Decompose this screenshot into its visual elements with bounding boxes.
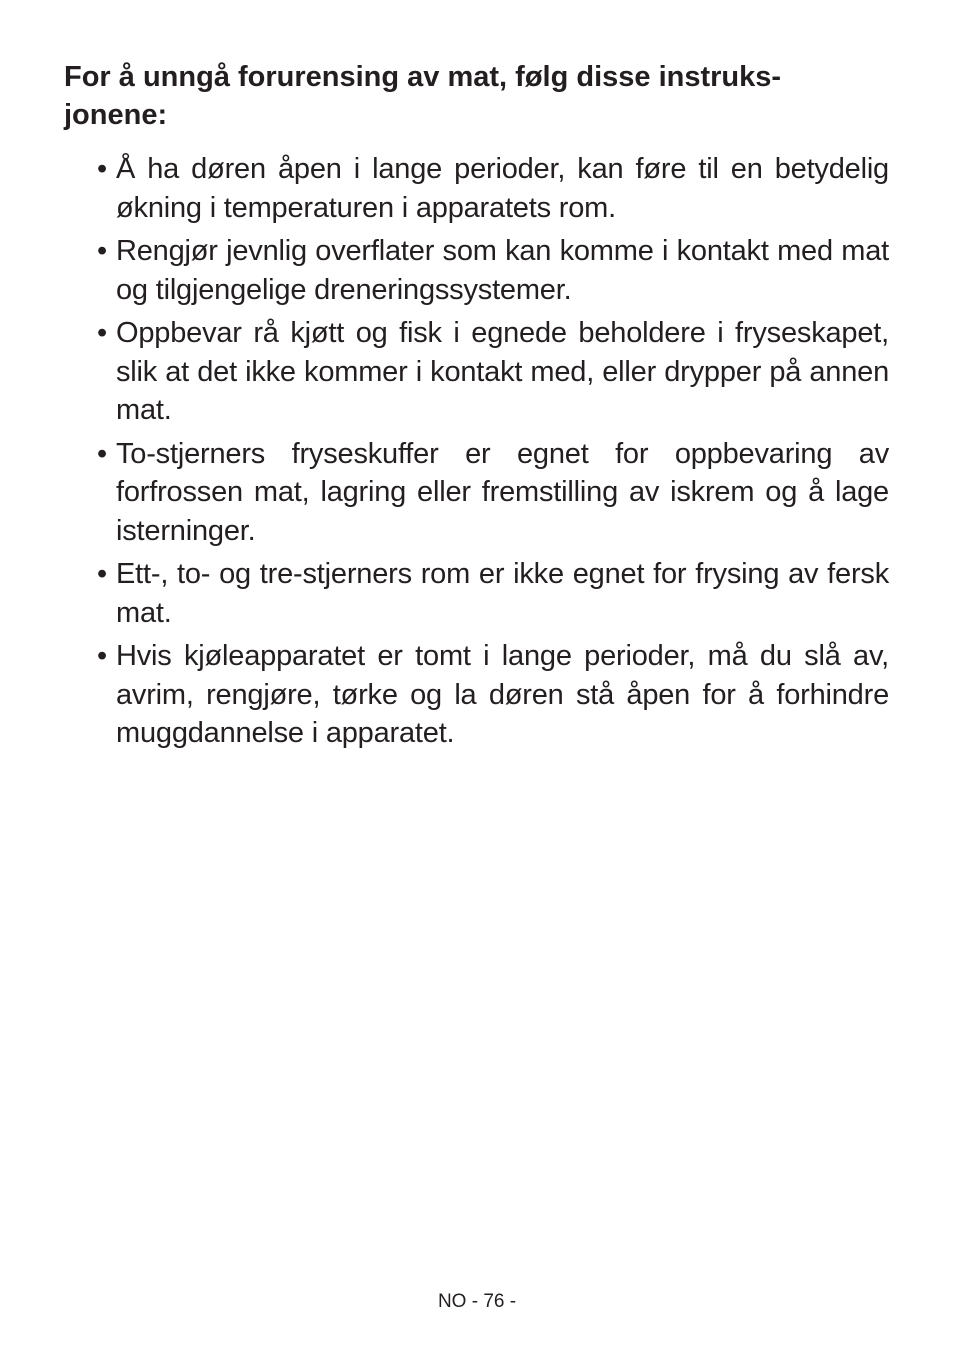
bullet-icon: • [97, 317, 107, 349]
list-item [97, 637, 889, 753]
list-item-text: Oppbevar rå kjøtt og fisk i egnede beholdere i fryseskapet, slik at det ikke kommer i kontakt med, eller drypper på annen mat. [116, 317, 889, 426]
page-number: NO - 76 - [437, 1291, 517, 1312]
list-item [97, 314, 889, 430]
bullet-icon: • [97, 437, 107, 470]
section-heading: For å unngå forurensing av mat, følg disse instruks-jonene: [64, 61, 782, 131]
list-item [97, 435, 889, 551]
list-item-text: Ett-, to- og tre-stjerners rom er ikke egnet for frysing av fersk mat. [116, 558, 889, 629]
list-item [97, 555, 889, 632]
list-item-text: To-stjerners fryseskuffer er egnet for oppbevaring av forfrossen mat, lagring eller fremstilling av iskrem og å lage isterninger. [116, 437, 889, 547]
list-item-text: Å ha døren åpen i lange perioder, kan føre til en betydelig økning i temperaturen i apparatets rom. [116, 153, 889, 224]
bullet-icon: • [97, 153, 107, 185]
instruction-list [97, 150, 889, 758]
list-item [97, 150, 889, 227]
list-item-text: Rengjør jevnlig overflater som kan komme i kontakt med mat og tilgjengelige dreneringssystemer. [116, 235, 889, 306]
bullet-icon: • [97, 558, 107, 590]
list-item-text: Hvis kjøleapparatet er tomt i lange perioder, må du slå av, avrim, rengjøre, tørke og la døren stå åpen for å forhindre muggdannelse i apparatet. [116, 640, 889, 749]
bullet-icon: • [97, 640, 107, 672]
list-item [97, 232, 889, 309]
bullet-icon: • [97, 235, 107, 267]
